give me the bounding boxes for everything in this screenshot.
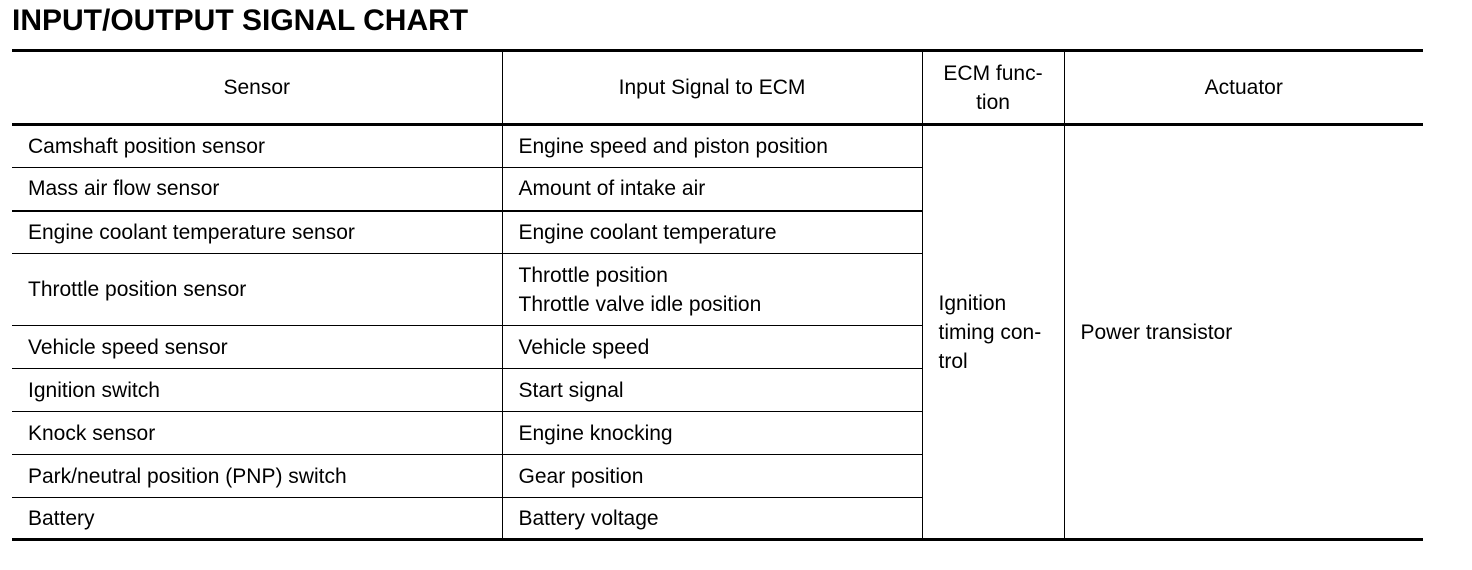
sensor-cell: Knock sensor bbox=[12, 412, 502, 455]
sensor-cell: Mass air flow sensor bbox=[12, 168, 502, 211]
header-actuator: Actuator bbox=[1064, 51, 1423, 125]
sensor-cell: Vehicle speed sensor bbox=[12, 326, 502, 369]
table-header-row bbox=[12, 51, 1423, 125]
header-ecm-function-line2: tion bbox=[976, 90, 1010, 114]
header-input-signal: Input Signal to ECM bbox=[502, 51, 922, 125]
sensor-cell: Ignition switch bbox=[12, 369, 502, 412]
sensor-cell: Engine coolant temperature sensor bbox=[12, 211, 502, 254]
ecm-function-line1: Ignition bbox=[938, 291, 1007, 315]
ecm-function-cell bbox=[922, 125, 1064, 540]
signal-cell bbox=[502, 254, 922, 326]
sensor-cell: Park/neutral position (PNP) switch bbox=[12, 455, 502, 498]
ecm-function-line2: timing con- bbox=[938, 320, 1042, 344]
signal-cell: Start signal bbox=[502, 369, 922, 412]
signal-cell: Engine speed and piston position bbox=[502, 125, 922, 168]
signal-cell: Engine knocking bbox=[502, 412, 922, 455]
table-row bbox=[12, 125, 1423, 168]
signal-cell: Gear position bbox=[502, 455, 922, 498]
signal-line: Throttle valve idle position bbox=[518, 292, 762, 316]
header-ecm-function bbox=[922, 51, 1064, 125]
sensor-cell: Throttle position sensor bbox=[12, 254, 502, 326]
actuator-cell: Power transistor bbox=[1064, 125, 1423, 540]
header-sensor: Sensor bbox=[12, 51, 502, 125]
sensor-cell: Battery bbox=[12, 498, 502, 540]
signal-line: Throttle position bbox=[518, 263, 668, 287]
header-ecm-function-line1: ECM func- bbox=[943, 61, 1043, 85]
signal-cell: Battery voltage bbox=[502, 498, 922, 540]
signal-cell: Vehicle speed bbox=[502, 326, 922, 369]
page-title: INPUT/OUTPUT SIGNAL CHART bbox=[12, 4, 469, 37]
signal-cell: Amount of intake air bbox=[502, 168, 922, 211]
sensor-cell: Camshaft position sensor bbox=[12, 125, 502, 168]
ecm-function-line3: trol bbox=[938, 349, 968, 373]
signal-cell: Engine coolant temperature bbox=[502, 211, 922, 254]
signal-chart-table bbox=[12, 49, 1423, 541]
